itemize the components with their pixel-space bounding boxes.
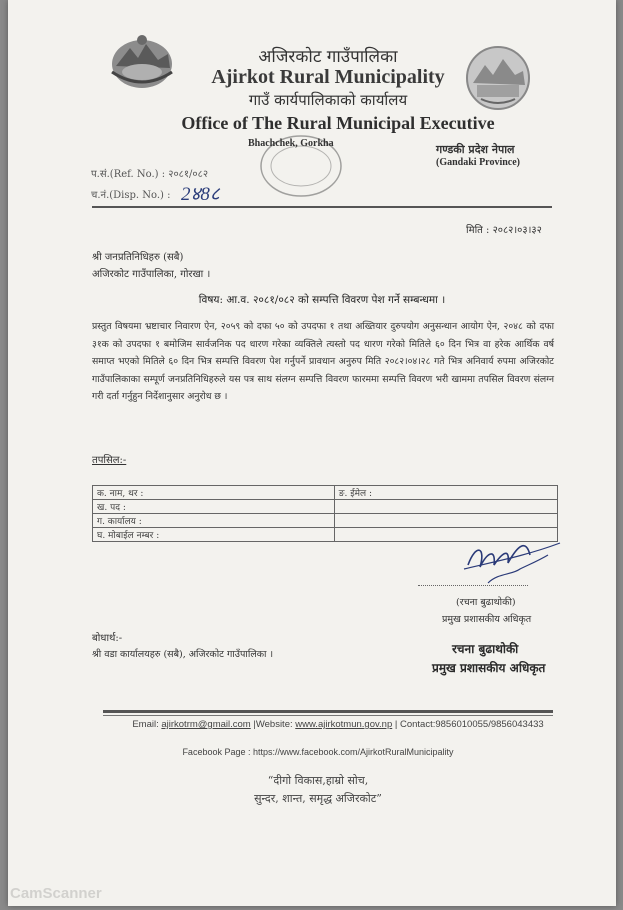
recipient-line-2: अजिरकोट गाउँपालिका, गोरखा । xyxy=(92,269,211,280)
header-divider xyxy=(92,206,552,208)
municipality-name-en: Ajirkot Rural Municipality xyxy=(211,66,445,88)
footer-contact xyxy=(68,719,608,730)
office-address: Bhachchek, Gorkha xyxy=(248,138,334,149)
motto-line-2: सुन्दर, शान्त, समृद्ध अजिरकोट” xyxy=(254,792,382,805)
bodharth-recipients: श्री वडा कार्यालयहरु (सबै), अजिरकोट गाउँपालिका । xyxy=(92,649,274,660)
province-en: (Gandaki Province) xyxy=(436,157,520,168)
contact-numbers: | Contact:9856010055/9856043433 xyxy=(392,719,544,730)
nepal-emblem-icon xyxy=(106,32,178,92)
website-link[interactable]: www.ajirkotmun.gov.np xyxy=(295,719,393,730)
signatory-name: (रचना बुढाथोकी) xyxy=(456,597,516,608)
footer-divider xyxy=(103,710,553,713)
website-label: |Website: xyxy=(250,719,296,730)
form-field-name: क. नाम, थर : xyxy=(93,486,335,500)
name-stamp: रचना बुढाथोकी xyxy=(452,642,519,656)
title-stamp: प्रमुख प्रशासकीय अधिकृत xyxy=(432,661,546,675)
recipient-line-1: श्री जनप्रतिनिधिहरु (सबै) xyxy=(92,252,184,263)
reference-number: प.सं.(Ref. No.) : २०८१/०८२ xyxy=(91,169,209,180)
signatory-title: प्रमुख प्रशासकीय अधिकृत xyxy=(442,614,532,625)
form-field-mobile: घ. मोबाईल नम्बर : xyxy=(93,528,335,542)
scanner-watermark: CamScanner xyxy=(10,885,102,902)
form-field-office: ग. कार्यालय : xyxy=(93,514,335,528)
form-field-email: ङ. ईमेल : xyxy=(334,486,557,500)
table-row xyxy=(93,486,558,500)
form-cell-empty xyxy=(334,500,557,514)
letter-page xyxy=(8,0,616,906)
province-np: गण्डकी प्रदेश नेपाल xyxy=(436,143,515,156)
motto-line-1: “दीगो विकास,हाम्रो सोच, xyxy=(267,774,369,787)
facebook-page: Facebook Page : https://www.facebook.com/AjirkotRuralMunicipality xyxy=(182,747,454,757)
letter-date: मिति : २०८२।०३।३२ xyxy=(466,225,542,236)
table-row xyxy=(93,500,558,514)
signature-line xyxy=(418,585,528,586)
letter-body: प्रस्तुत विषयमा भ्रष्टाचार निवारण ऐन, २०५९ को दफा ५० को उपदफा १ तथा अख्तियार दुरुपयोग अनुसन्धान आयोग ऐन, २०४८ को दफा ३१क को उपदफा १ बमोजिम सार्वजनिक पद धारण गरेका व्यक्तिले त्यस्तो पद धारण गरेको मितिले ६० दिन भित्र वा हरेक आर्थिक वर्ष समाप्त भएको मितिले ६० दिन भित्र सम्पत्ति विवरण पेश गर्नुपर्ने प्रावधान अनुरुप मिति २०८२।०४।२८ गते भित्र अनिवार्य रुपमा अजिरकोट गाउँपालिकाका सम्पूर्ण जनप्रतिनिधिहरुले यस पत्र साथ संलग्न सम्पत्ति विवरण फारममा सम्पत्ति विवरण भरी खाममा तपसिल विवरण संलग्न गरी दर्ता गर्नुहुन निर्देशानुसार अनुरोध छ । xyxy=(92,321,554,403)
letter-subject: विषय: आ.व. २०८१/०८२ को सम्पत्ति विवरण पेश गर्ने सम्बन्धमा । xyxy=(198,294,446,306)
email-link[interactable]: ajirkotrm@gmail.com xyxy=(161,719,251,730)
tapasil-heading: तपसिल:- xyxy=(92,455,127,466)
bodharth-heading: बोधार्थ:- xyxy=(92,633,123,644)
email-label: Email: xyxy=(132,719,162,730)
municipality-name-np: अजिरकोट गाउँपालिका xyxy=(258,47,398,67)
office-name-en: Office of The Rural Municipal Executive xyxy=(181,113,495,133)
office-name-np: गाउँ कार्यपालिकाको कार्यालय xyxy=(248,91,408,109)
dispatch-number-label: च.नं.(Disp. No.) : xyxy=(91,190,171,201)
form-field-post: ख. पद : xyxy=(93,500,335,514)
dispatch-number-handwritten: 2४8८ xyxy=(181,184,220,205)
footer-divider-thin xyxy=(103,715,553,716)
